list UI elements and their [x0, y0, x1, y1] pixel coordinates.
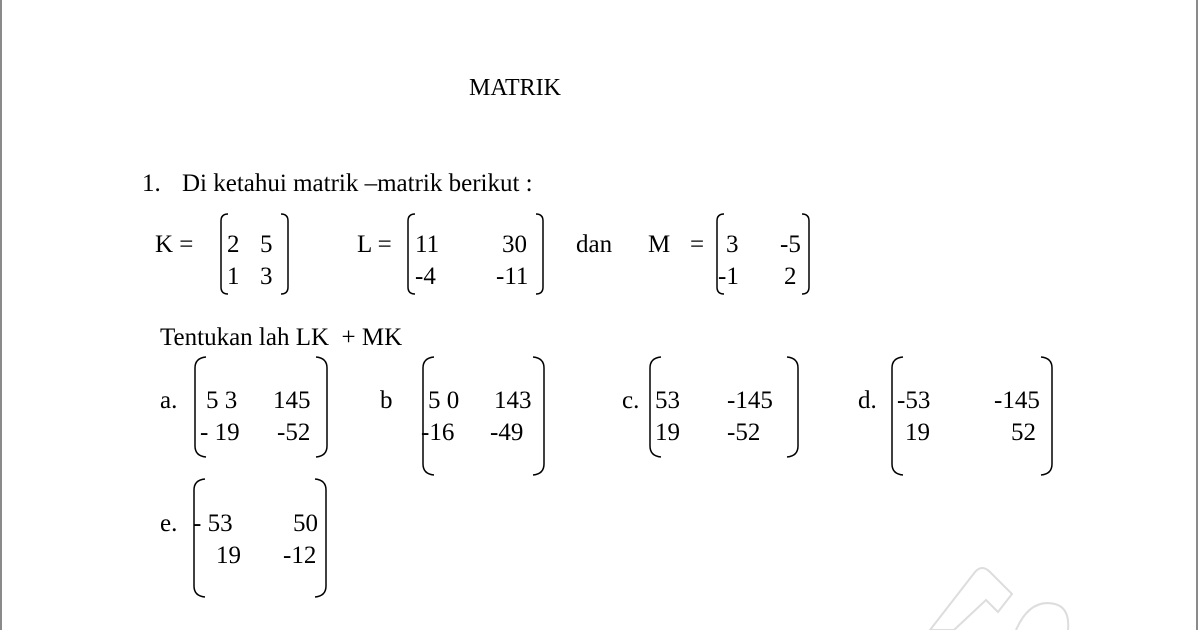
option-e-bracket-right	[314, 478, 328, 598]
matrix-m-r1c2: -5	[780, 231, 801, 258]
option-d-bracket-right	[1040, 356, 1054, 476]
option-a-r1c2: 145	[273, 387, 311, 414]
matrix-l-bracket-right	[535, 213, 545, 295]
option-a-letter: a.	[160, 387, 178, 414]
matrix-l-label: L =	[357, 231, 392, 258]
page-border-right	[1196, 0, 1198, 630]
question-number: 1.	[142, 170, 161, 197]
question-instruction: Tentukan lah LK + MK	[160, 324, 403, 351]
option-b-r2c2: -49	[490, 419, 524, 446]
option-c-r1c1: 53	[655, 387, 680, 414]
matrix-l-r2c1: -4	[415, 263, 436, 290]
option-c-r2c2: -52	[727, 419, 761, 446]
matrix-l-r1c2: 30	[502, 231, 527, 258]
option-d-letter: d.	[858, 387, 877, 414]
option-e-bracket-left	[192, 478, 206, 598]
option-c-letter: c.	[622, 387, 640, 414]
option-a-r1c1: 5 3	[206, 387, 238, 414]
matrix-m-r2c2: 2	[784, 263, 797, 290]
matrix-k-bracket-right	[280, 213, 290, 295]
matrix-m-label: M	[648, 231, 671, 258]
matrix-l-r2c2: -11	[496, 263, 529, 290]
option-c-bracket-right	[786, 356, 800, 458]
option-b-letter: b	[380, 387, 393, 414]
option-e-letter: e.	[160, 510, 178, 537]
option-e-r1c2: 50	[293, 510, 318, 537]
option-b-r1c2: 143	[494, 387, 532, 414]
matrix-m-equals: =	[690, 231, 705, 258]
option-d-bracket-left	[890, 356, 904, 476]
option-b-r1c1: 5 0	[428, 387, 460, 414]
connector-dan: dan	[576, 231, 613, 258]
option-a-r2c2: -52	[277, 419, 311, 446]
option-c-r1c2: -145	[727, 387, 773, 414]
matrix-k-r2c1: 1	[227, 263, 240, 290]
option-d-r2c1: 19	[905, 419, 930, 446]
option-b-r2c1: -16	[421, 419, 455, 446]
option-b-bracket-right	[532, 356, 546, 476]
option-d-r1c1: -53	[897, 387, 931, 414]
option-e-r2c1: 19	[216, 542, 241, 569]
page-border-left	[0, 0, 2, 630]
matrix-m-bracket-right	[801, 213, 811, 295]
matrix-m-r1c1: 3	[726, 231, 739, 258]
option-a-r2c1: - 19	[200, 419, 240, 446]
page-title: MATRIK	[469, 75, 562, 101]
option-d-r1c2: -145	[994, 387, 1040, 414]
question-stem: Di ketahui matrik –matrik berikut :	[182, 170, 533, 197]
watermark-logo	[920, 560, 1080, 635]
option-e-r2c2: -12	[283, 542, 317, 569]
option-b-bracket-left	[421, 356, 435, 476]
matrix-k-label: K =	[155, 231, 194, 258]
option-c-r2c1: 19	[655, 419, 680, 446]
option-e-r1c1: - 53	[193, 510, 233, 537]
matrix-l-r1c1: 11	[415, 231, 440, 258]
option-a-bracket-right	[315, 356, 329, 458]
matrix-k-r1c2: 5	[260, 231, 273, 258]
matrix-m-r2c1: -1	[718, 263, 739, 290]
matrix-k-r1c1: 2	[227, 231, 240, 258]
matrix-k-r2c2: 3	[260, 263, 273, 290]
option-d-r2c2: 52	[1011, 419, 1036, 446]
